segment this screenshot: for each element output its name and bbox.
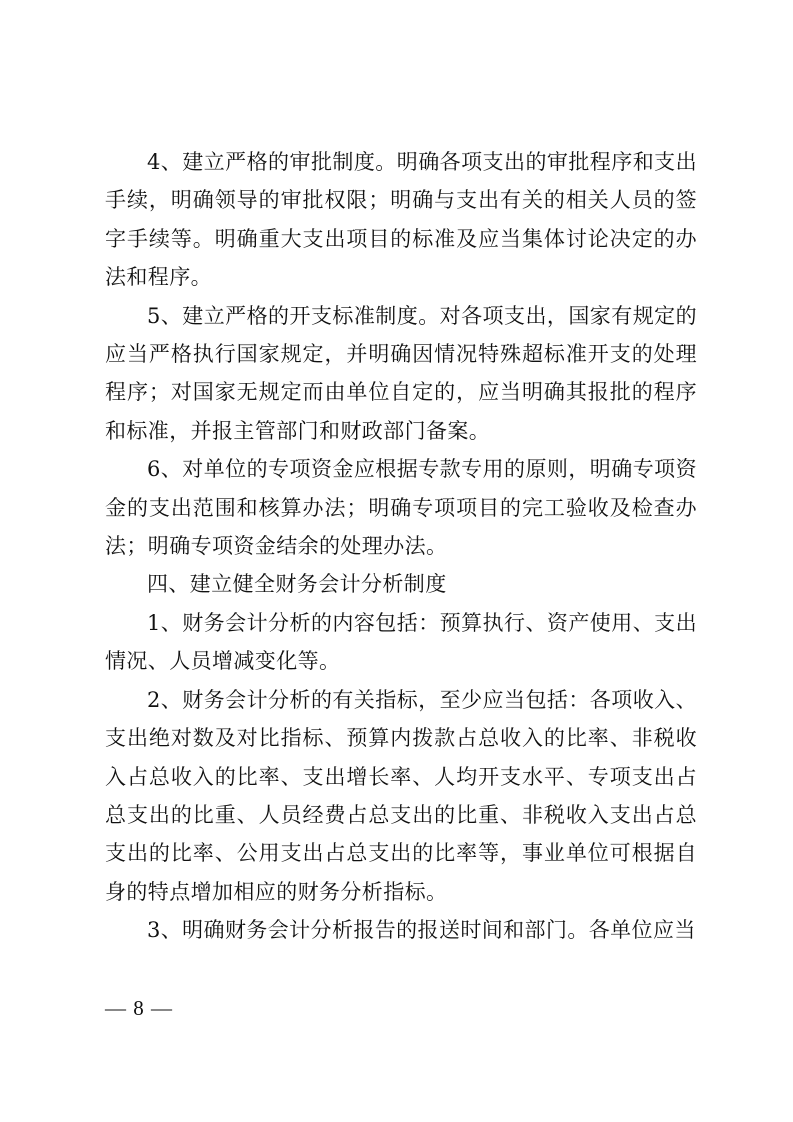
paragraph-report-submission: 3、明确财务会计分析报告的报送时间和部门。各单位应当 [147, 918, 696, 943]
page-number: — 8 — [105, 996, 173, 1020]
paragraph-approval-system: 4、建立严格的审批制度。明确各项支出的审批程序和支出手续，明确领导的审批权限；明确与支出有关的相关人员的签字手续等。明确重大支出项目的标准及应当集体讨论决定的办法和程序。 [105, 150, 697, 290]
section-heading-financial-analysis: 四、建立健全财务会计分析制度 [147, 572, 447, 597]
document-body [105, 143, 697, 950]
paragraph-special-funds: 6、对单位的专项资金应根据专款专用的原则，明确专项资金的支出范围和核算办法；明确专项项目的完工验收及检查办法；明确专项资金结余的处理办法。 [105, 457, 697, 559]
paragraph-analysis-indicators: 2、财务会计分析的有关指标，至少应当包括：各项收入、支出绝对数及对比指标、预算内拨款占总收入的比率、非税收入占总收入的比率、支出增长率、人均开支水平、专项支出占总支出的比重、人员经费占总支出的比重、非税收入支出占总支出的比率、公用支出占总支出的比率等，事业单位可根据自身的特点增加相应的财务分析指标。 [105, 687, 697, 904]
paragraph-analysis-content: 1、财务会计分析的内容包括：预算执行、资产使用、支出情况、人员增减变化等。 [105, 610, 697, 674]
paragraph-expense-standard: 5、建立严格的开支标准制度。对各项支出，国家有规定的应当严格执行国家规定，并明确因情况特殊超标准开支的处理程序；对国家无规定而由单位自定的，应当明确其报批的程序和标准，并报主管部门和财政部门备案。 [105, 303, 697, 443]
